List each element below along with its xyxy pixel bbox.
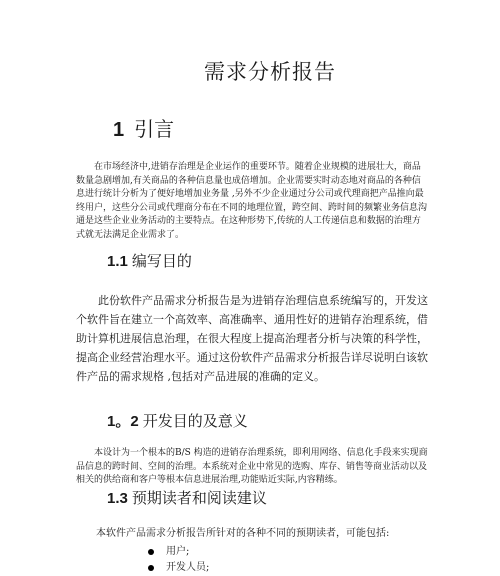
section-1-2-paragraph: 本设计为一个根本的B/S 构造的进销存治理系统，即利用网络、信息化手段来实现商品信息的跨时间、空间的治理。本系统对企业中常见的选购、库存、销售等商业活动以及相关的供给商和客户等根本信息进展治理,功能贴近实际,内容精练。 bbox=[76, 448, 428, 486]
section-1-2-title: 开发目的及意义 bbox=[142, 412, 248, 430]
section-1-1-paragraph: 此份软件产品需求分析报告是为进销存治理信息系统编写的，开发这个软件旨在建立一个高效率、高准确率、通用性好的进销存治理系统，借助计算机进展信息治理，在很大程度上提高治理者分析与决策的科学性，提高企业经营治理水平。通过这份软件产品需求分析报告详尽说明白该软件产品的需求规格 ,包括对产品进展的准确的定义。 bbox=[76, 294, 428, 383]
section-1-3-heading bbox=[107, 487, 267, 508]
bullet-icon bbox=[148, 565, 154, 571]
list-item-text: 用户; bbox=[166, 546, 190, 557]
section-1-3-paragraph: 本软件产品需求分析报告所针对的各种不同的预期读者，可能包括: bbox=[96, 528, 390, 539]
section-1-heading bbox=[113, 113, 174, 142]
section-1-intro-paragraph: 在市场经济中,进销存治理是企业运作的重要环节。随着企业规模的进展壮大，商品数量急剧增加,有关商品的各种信息量也成倍增加。企业需要实时动态地对商品的各种信息进行统计分析为了便好地增加业务量 ,另外不少企业通过分公司或代理商把产品推向最终用户，这些分公司或代理商分布在不同的地理位置，跨空间、跨时间的频繁业务信息沟通是这些企业业务活动的主要特点。在这种形势下,传统的人工传递信息和数据的治理方式就无法满足企业需求了。 bbox=[76, 162, 428, 240]
section-1-3-number: 1.3 bbox=[107, 490, 128, 507]
reader-list bbox=[148, 544, 209, 576]
section-1-2-heading bbox=[107, 410, 248, 431]
section-1-title: 引言 bbox=[134, 117, 175, 141]
section-1-2-number: 1。2 bbox=[107, 413, 139, 430]
document-title: 需求分析报告 bbox=[204, 60, 336, 84]
section-1-3-title: 预期读者和阅读建议 bbox=[131, 489, 267, 507]
list-item bbox=[148, 544, 209, 560]
section-1-1-number: 1.1 bbox=[107, 253, 128, 270]
section-1-number: 1 bbox=[113, 119, 125, 141]
bullet-icon bbox=[148, 549, 154, 555]
list-item-text: 开发人员; bbox=[166, 562, 210, 573]
section-1-1-heading bbox=[107, 250, 192, 271]
section-1-1-title: 编写目的 bbox=[131, 252, 192, 270]
list-item bbox=[148, 560, 209, 576]
